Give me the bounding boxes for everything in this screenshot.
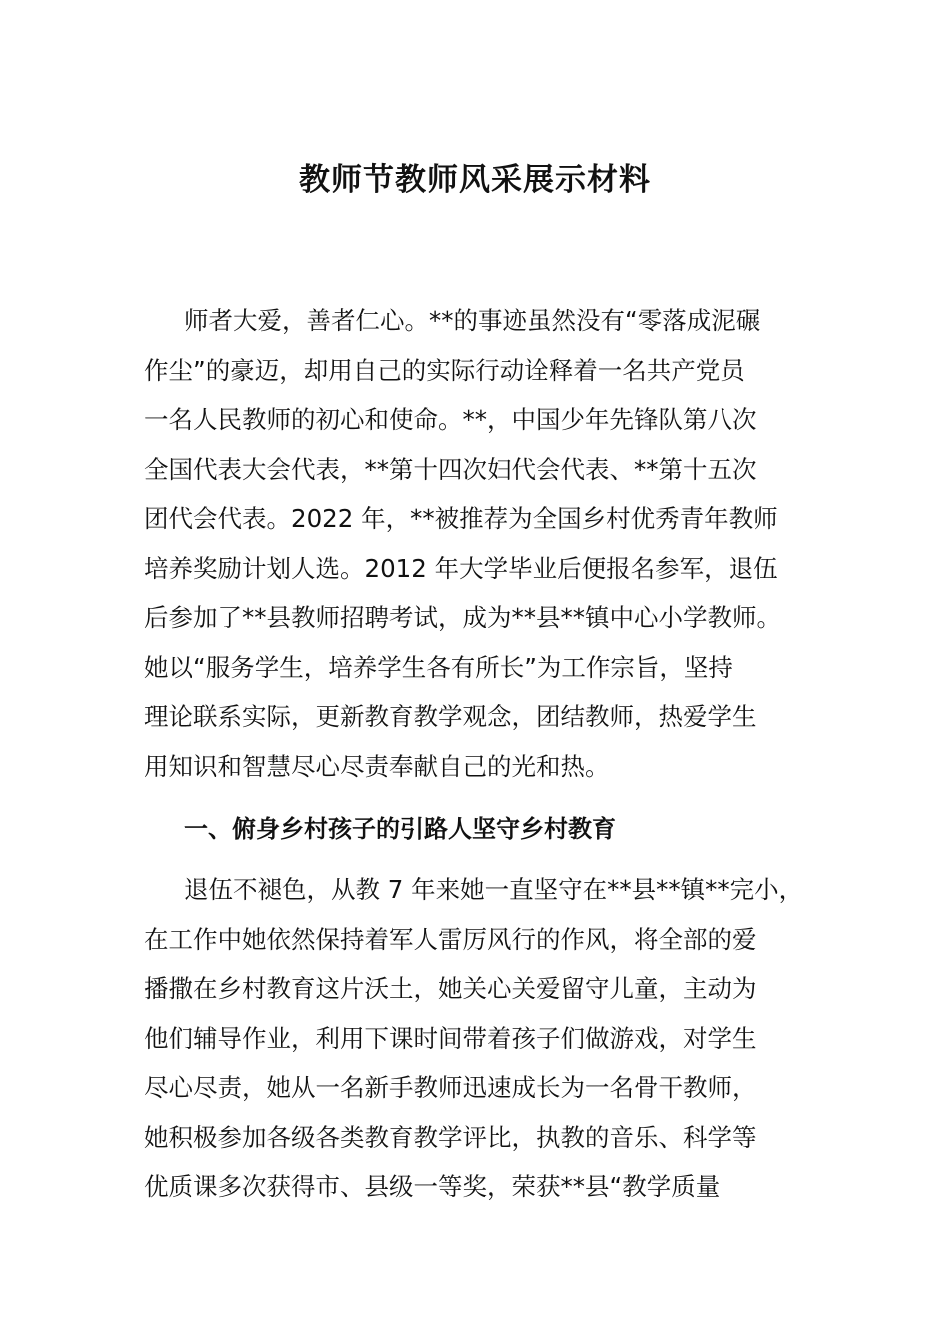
text-line: 尽心尽责，她从一名新手教师迅速成长为一名骨干教师， — [144, 1073, 757, 1102]
text-line: 培养奖励计划人选。2012 年大学毕业后便报名参军，退伍 — [144, 553, 778, 583]
text-line: 她以“服务学生，培养学生各有所长”为工作宗旨，坚持 — [144, 652, 733, 682]
paragraph-section1 — [144, 865, 834, 1212]
text-line: 她积极参加各级各类教育教学评比，执教的音乐、科学等 — [144, 1122, 757, 1152]
text-line: 他们辅导作业，利用下课时间带着孩子们做游戏，对学生 — [144, 1023, 757, 1053]
text-line: 后参加了**县教师招聘考试，成为**县**镇中心小学教师。 — [144, 603, 781, 632]
text-line: 一名人民教师的初心和使命。**，中国少年先锋队第八次 — [144, 405, 757, 434]
paragraph-intro — [144, 296, 834, 791]
document-title: 教师节教师风采展示材料 — [299, 162, 651, 198]
text-line: 用知识和智慧尽心尽责奉献自己的光和热。 — [144, 751, 610, 781]
text-line: 退伍不褪色，从教 7 年来她一直坚守在**县**镇**完小， — [184, 875, 804, 904]
text-line: 在工作中她依然保持着军人雷厉风行的作风，将全部的爱 — [144, 924, 757, 954]
section-heading: 一、俯身乡村孩子的引路人坚守乡村教育 — [184, 815, 616, 843]
text-line: 作尘”的豪迈，却用自己的实际行动诠释着一名共产党员 — [144, 355, 745, 385]
text-line: 播撒在乡村教育这片沃土，她关心关爱留守儿童，主动为 — [144, 974, 757, 1003]
text-line: 优质课多次获得市、县级一等奖，荣获**县“教学质量 — [144, 1172, 721, 1201]
text-line: 全国代表大会代表，**第十四次妇代会代表、**第十五次 — [144, 454, 757, 484]
text-line: 师者大爱，善者仁心。**的事迹虽然没有“零落成泥碾 — [184, 306, 761, 335]
text-line: 理论联系实际，更新教育教学观念，团结教师，热爱学生 — [144, 702, 757, 731]
section-heading-block — [144, 801, 834, 857]
text-line: 团代会代表。2022 年，**被推荐为全国乡村优秀青年教师 — [144, 504, 778, 533]
